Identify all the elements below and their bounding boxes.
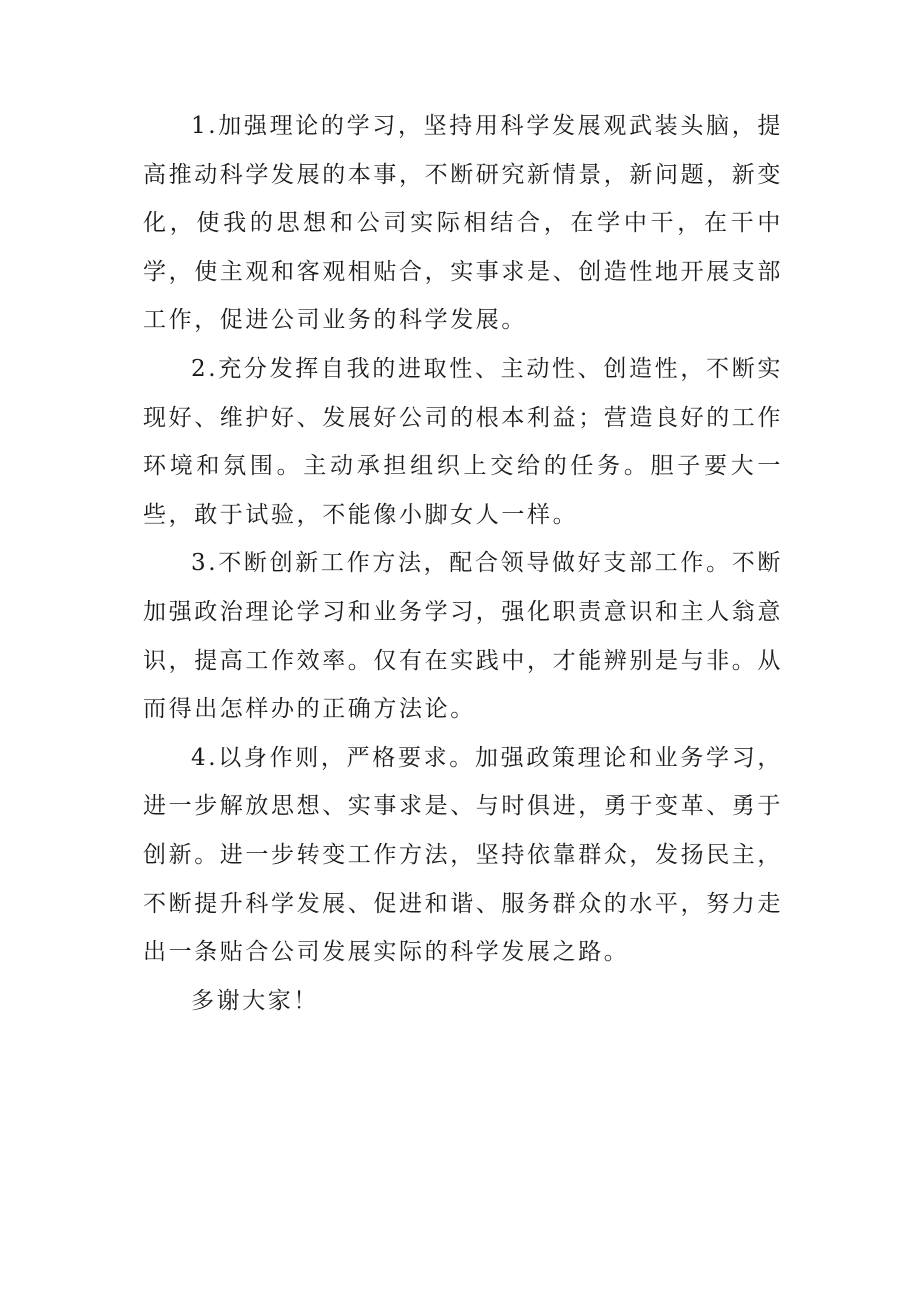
paragraph-4: 4.以身作则，严格要求。加强政策理论和业务学习，进一步解放思想、实事求是、与时俱进，勇于变革、勇于创新。进一步转变工作方法，坚持依靠群众，发扬民主，不断提升科学发展、促进和谐、服务群众的水平，努力走出一条贴合公司发展实际的科学发展之路。	[143, 744, 783, 966]
paragraph-3: 3.不断创新工作方法，配合领导做好支部工作。不断加强政治理论学习和业务学习，强化职责意识和主人翁意识，提高工作效率。仅有在实践中，才能辨别是与非。从而得出怎样办的正确方法论。	[143, 550, 783, 723]
document-body	[143, 102, 783, 1025]
closing-line: 多谢大家！	[191, 987, 319, 1014]
paragraph-1: 1.加强理论的学习，坚持用科学发展观武装头脑，提高推动科学发展的本事，不断研究新情景，新问题，新变化，使我的思想和公司实际相结合，在学中干，在干中学，使主观和客观相贴合，实事求是、创造性地开展支部工作，促进公司业务的科学发展。	[143, 113, 783, 334]
paragraph-2: 2.充分发挥自我的进取性、主动性、创造性，不断实现好、维护好、发展好公司的根本利益；营造良好的工作环境和氛围。主动承担组织上交给的任务。胆子要大一些，敢于试验，不能像小脚女人一样。	[143, 355, 783, 528]
